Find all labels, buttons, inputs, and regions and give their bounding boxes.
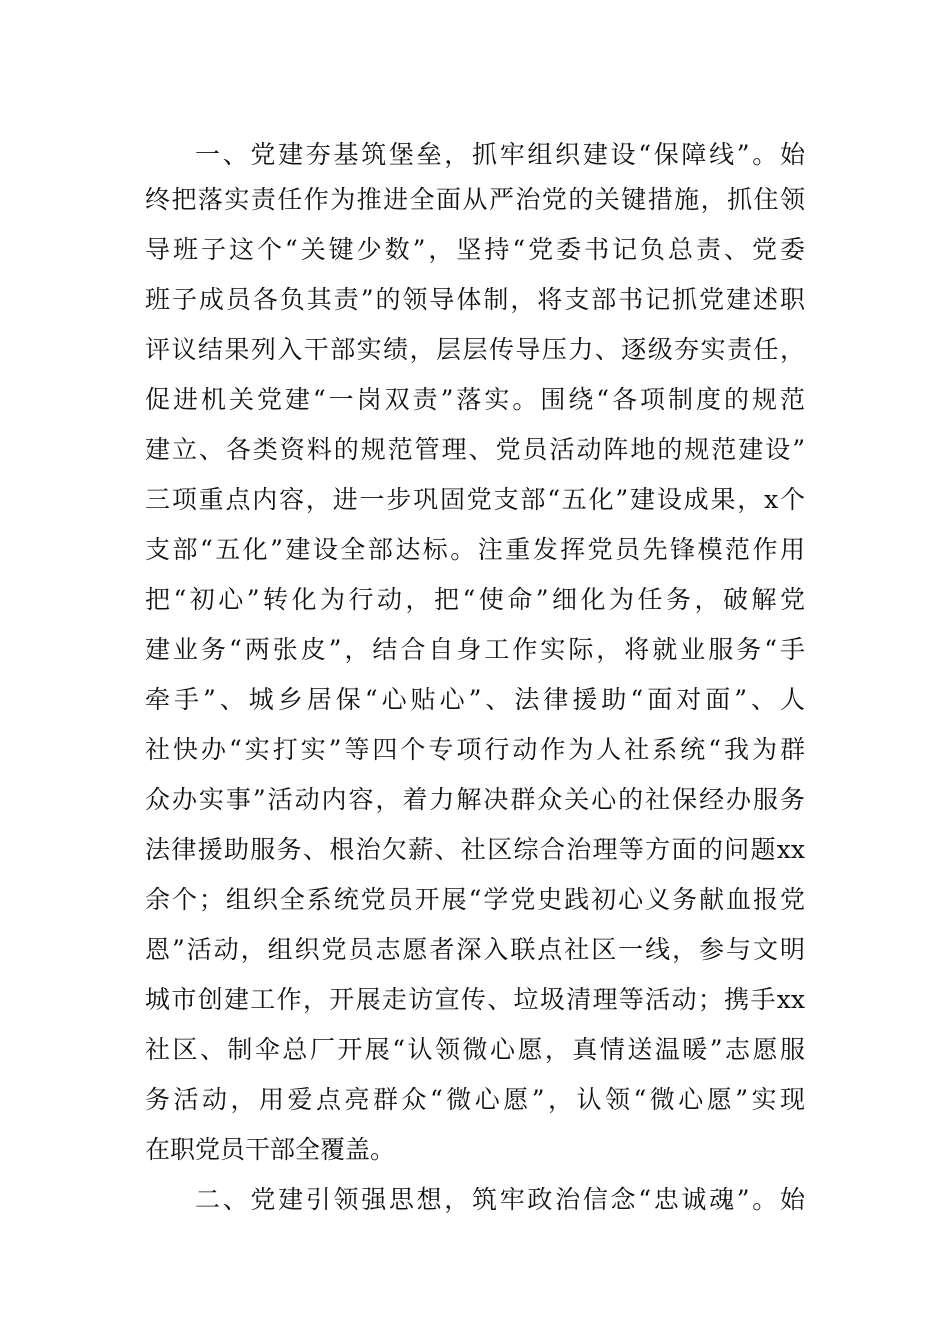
paragraph-1-line-16: 余个；组织全系统党员开展“学党史践初心义务献血报党	[145, 885, 805, 914]
paragraph-2-line-1: 二、党建引领强思想，筑牢政治信念“忠诚魂”。始	[195, 1185, 805, 1214]
paragraph-1-line-13: 社快办“实打实”等四个专项行动作为人社系统“我为群	[145, 735, 805, 764]
paragraph-1-line-8: 三项重点内容，进一步巩固党支部“五化”建设成果，x个	[145, 485, 805, 514]
paragraph-1-line-3: 导班子这个“关键少数”，坚持“党委书记负总责、党委	[145, 235, 805, 264]
paragraph-1-line-4: 班子成员各负其责”的领导体制，将支部书记抓党建述职	[145, 285, 805, 314]
paragraph-1-line-2: 终把落实责任作为推进全面从严治党的关键措施，抓住领	[145, 185, 805, 214]
paragraph-1-line-5: 评议结果列入干部实绩，层层传导压力、逐级夯实责任，	[145, 335, 805, 364]
paragraph-1-line-15: 法律援助服务、根治欠薪、社区综合治理等方面的问题xx	[145, 835, 805, 864]
paragraph-1-line-1: 一、党建夯基筑堡垒，抓牢组织建设“保障线”。始	[195, 140, 805, 169]
paragraph-1-line-20: 务活动，用爱点亮群众“微心愿”，认领“微心愿”实现	[145, 1085, 805, 1114]
paragraph-1-line-14: 众办实事”活动内容，着力解决群众关心的社保经办服务	[145, 785, 805, 814]
paragraph-1-line-9: 支部“五化”建设全部达标。注重发挥党员先锋模范作用	[145, 535, 805, 564]
paragraph-1-line-21: 在职党员干部全覆盖。	[145, 1135, 396, 1164]
paragraph-1-line-12: 牵手”、城乡居保“心贴心”、法律援助“面对面”、人	[145, 685, 805, 714]
paragraph-1-line-17: 恩”活动，组织党员志愿者深入联点社区一线，参与文明	[145, 935, 805, 964]
paragraph-1-line-6: 促进机关党建“一岗双责”落实。围绕“各项制度的规范	[145, 385, 805, 414]
paragraph-1-line-19: 社区、制伞总厂开展“认领微心愿，真情送温暖”志愿服	[145, 1035, 805, 1064]
paragraph-1-line-11: 建业务“两张皮”，结合自身工作实际，将就业服务“手	[145, 635, 805, 664]
paragraph-1-line-10: 把“初心”转化为行动，把“使命”细化为任务，破解党	[145, 585, 805, 614]
paragraph-1-line-18: 城市创建工作，开展走访宣传、垃圾清理等活动；携手xx	[145, 985, 805, 1014]
paragraph-1-line-7: 建立、各类资料的规范管理、党员活动阵地的规范建设”	[145, 435, 805, 464]
